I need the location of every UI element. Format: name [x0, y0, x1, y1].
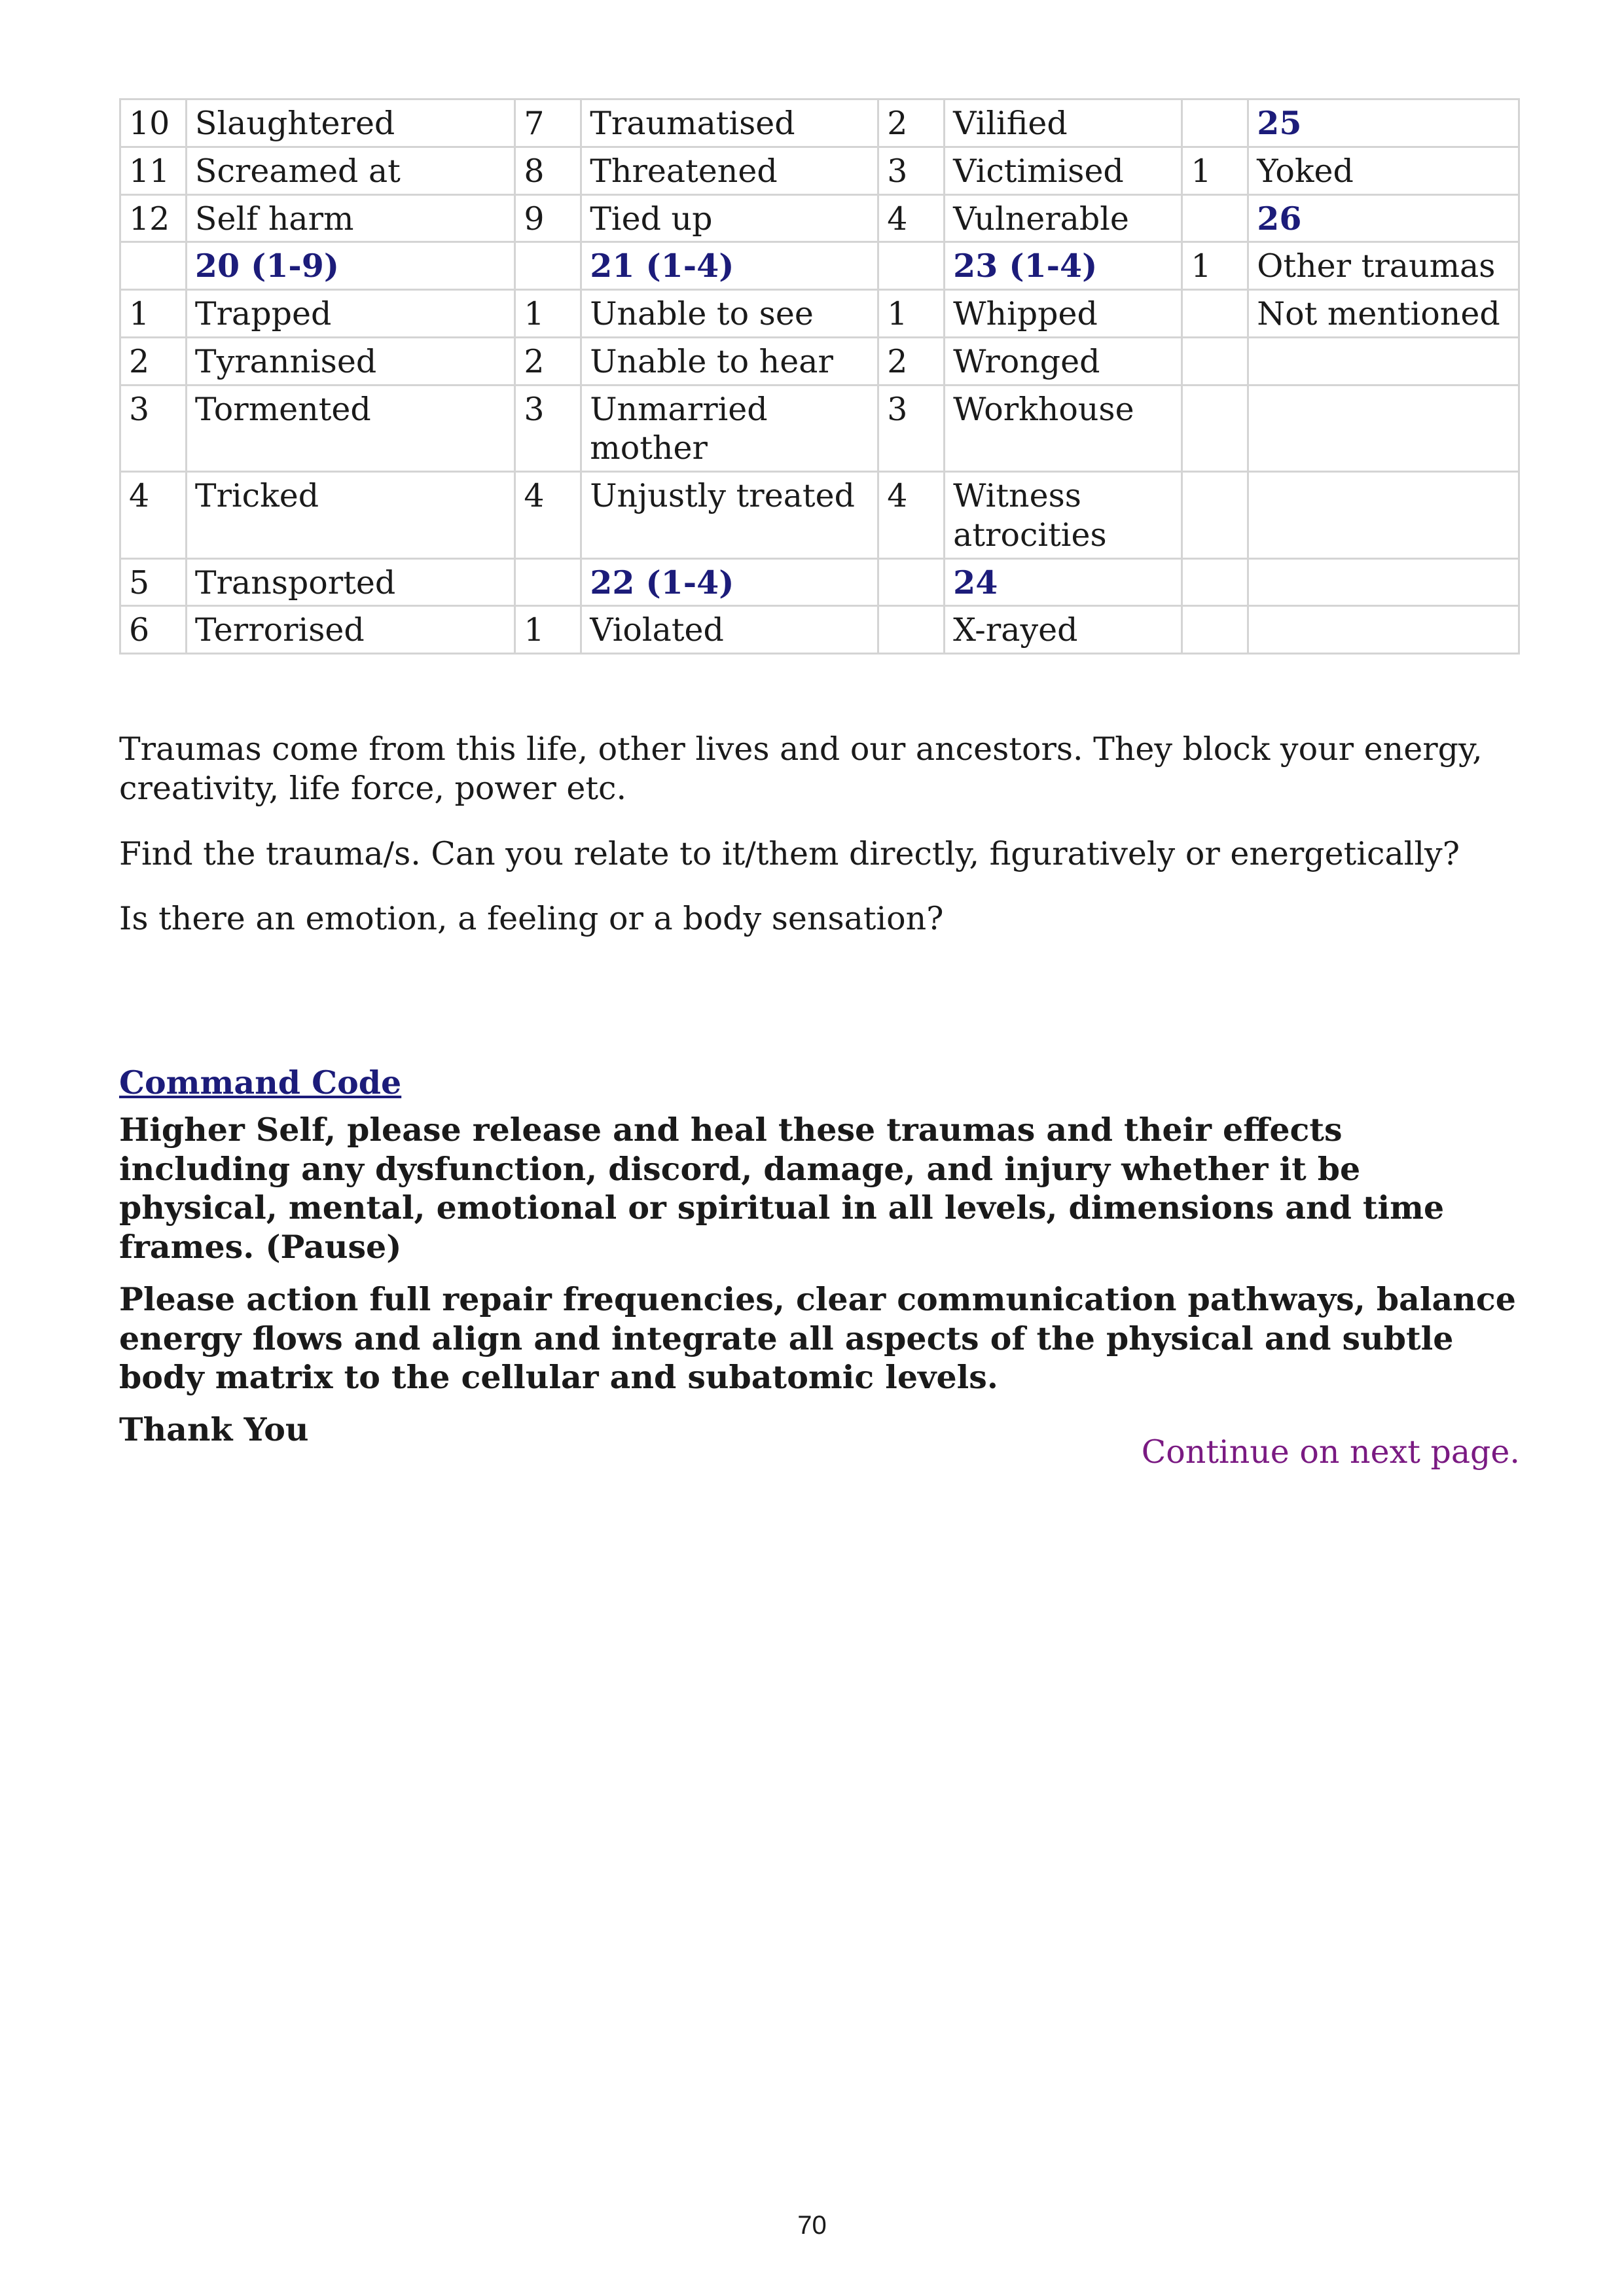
- item-number-cell: 1: [515, 290, 581, 338]
- trauma-cell: Transported: [186, 558, 514, 606]
- item-number-cell: [515, 242, 581, 290]
- item-number-cell: 2: [120, 337, 187, 385]
- table-row: [120, 337, 1519, 385]
- prose-paragraph: Is there an emotion, a feeling or a body sensation?: [119, 900, 944, 938]
- trauma-cell: Wronged: [945, 337, 1182, 385]
- trauma-cell: Other traumas: [1248, 242, 1519, 290]
- trauma-cell: Tyrannised: [186, 337, 514, 385]
- trauma-cell: 20 (1-9): [186, 242, 514, 290]
- trauma-cell: X-rayed: [945, 606, 1182, 654]
- table-row: [120, 606, 1519, 654]
- item-number-cell: [1182, 290, 1248, 338]
- trauma-cell: Unjustly treated: [581, 472, 878, 559]
- item-number-cell: 4: [120, 472, 187, 559]
- table-row: [120, 147, 1519, 194]
- item-number-cell: 1: [1182, 242, 1248, 290]
- trauma-cell: 23 (1-4): [945, 242, 1182, 290]
- item-number-cell: 5: [120, 558, 187, 606]
- item-number-cell: [878, 242, 945, 290]
- table-row: [120, 472, 1519, 559]
- item-number-cell: [1182, 558, 1248, 606]
- trauma-cell: Tricked: [186, 472, 514, 559]
- item-number-cell: 2: [878, 99, 945, 147]
- trauma-cell: [1248, 606, 1519, 654]
- trauma-cell: 24: [945, 558, 1182, 606]
- item-number-cell: 4: [878, 194, 945, 242]
- item-number-cell: 12: [120, 194, 187, 242]
- command-code-title: Command Code: [119, 1064, 402, 1102]
- item-number-cell: [1182, 194, 1248, 242]
- command-paragraph: Higher Self, please release and heal these traumas and their effects including any dysfunction, discord, damage, and injury whether it be physical, mental, emotional or spiritual in all levels, dimensions and time frames. (Pause): [119, 1110, 1445, 1266]
- trauma-cell: Trapped: [186, 290, 514, 338]
- trauma-cell: Vilified: [945, 99, 1182, 147]
- item-number-cell: [120, 242, 187, 290]
- item-number-cell: 7: [515, 99, 581, 147]
- trauma-cell: Not mentioned: [1248, 290, 1519, 338]
- item-number-cell: [1182, 337, 1248, 385]
- trauma-cell: [1248, 558, 1519, 606]
- command-code-section: [119, 1064, 1520, 1463]
- item-number-cell: 3: [120, 385, 187, 472]
- trauma-cell: Tied up: [581, 194, 878, 242]
- trauma-cell: Unmarried mother: [581, 385, 878, 472]
- trauma-cell: Unable to see: [581, 290, 878, 338]
- trauma-cell: Whipped: [945, 290, 1182, 338]
- trauma-cell: Traumatised: [581, 99, 878, 147]
- table-row: [120, 558, 1519, 606]
- command-paragraph: Please action full repair frequencies, clear communication pathways, balance energy flows and align and integrate all aspects of the physical and subtle body matrix to the cellular and subatomic levels.: [119, 1280, 1516, 1397]
- table-row: [120, 99, 1519, 147]
- trauma-cell: Tormented: [186, 385, 514, 472]
- item-number-cell: [1182, 606, 1248, 654]
- item-number-cell: [1182, 99, 1248, 147]
- trauma-cell: Workhouse: [945, 385, 1182, 472]
- trauma-cell: Vulnerable: [945, 194, 1182, 242]
- command-closing: Thank You: [119, 1410, 309, 1449]
- item-number-cell: [878, 558, 945, 606]
- trauma-cell: Victimised: [945, 147, 1182, 194]
- trauma-cell: Threatened: [581, 147, 878, 194]
- item-number-cell: 6: [120, 606, 187, 654]
- trauma-cell: [1248, 385, 1519, 472]
- item-number-cell: 9: [515, 194, 581, 242]
- trauma-cell: Slaughtered: [186, 99, 514, 147]
- item-number-cell: 1: [120, 290, 187, 338]
- table-row: [120, 385, 1519, 472]
- item-number-cell: 1: [515, 606, 581, 654]
- item-number-cell: 3: [878, 385, 945, 472]
- trauma-table-container: [119, 98, 1520, 655]
- continue-link[interactable]: Continue on next page.: [1141, 1433, 1520, 1471]
- trauma-cell: Yoked: [1248, 147, 1519, 194]
- trauma-cell: [1248, 472, 1519, 559]
- item-number-cell: 10: [120, 99, 187, 147]
- item-number-cell: 11: [120, 147, 187, 194]
- item-number-cell: 3: [515, 385, 581, 472]
- trauma-cell: Witness atrocities: [945, 472, 1182, 559]
- table-row: [120, 242, 1519, 290]
- item-number-cell: 4: [515, 472, 581, 559]
- intro-text: [119, 730, 1520, 965]
- trauma-cell: Screamed at: [186, 147, 514, 194]
- trauma-cell: 21 (1-4): [581, 242, 878, 290]
- trauma-cell: [1248, 337, 1519, 385]
- trauma-cell: Terrorised: [186, 606, 514, 654]
- table-row: [120, 194, 1519, 242]
- trauma-table: [119, 98, 1520, 655]
- trauma-cell: 26: [1248, 194, 1519, 242]
- page-number: 70: [797, 2211, 827, 2240]
- item-number-cell: [878, 606, 945, 654]
- trauma-cell: 22 (1-4): [581, 558, 878, 606]
- item-number-cell: 8: [515, 147, 581, 194]
- item-number-cell: [515, 558, 581, 606]
- item-number-cell: [1182, 472, 1248, 559]
- trauma-cell: 25: [1248, 99, 1519, 147]
- prose-paragraph: Traumas come from this life, other lives and our ancestors. They block your energy, creativity, life force, power etc.: [119, 730, 1483, 807]
- item-number-cell: [1182, 385, 1248, 472]
- item-number-cell: 1: [1182, 147, 1248, 194]
- table-row: [120, 290, 1519, 338]
- item-number-cell: 2: [515, 337, 581, 385]
- item-number-cell: 2: [878, 337, 945, 385]
- item-number-cell: 4: [878, 472, 945, 559]
- trauma-cell: Violated: [581, 606, 878, 654]
- item-number-cell: 1: [878, 290, 945, 338]
- item-number-cell: 3: [878, 147, 945, 194]
- trauma-cell: Unable to hear: [581, 337, 878, 385]
- prose-paragraph: Find the trauma/s. Can you relate to it/them directly, figuratively or energetically?: [119, 834, 1460, 872]
- trauma-cell: Self harm: [186, 194, 514, 242]
